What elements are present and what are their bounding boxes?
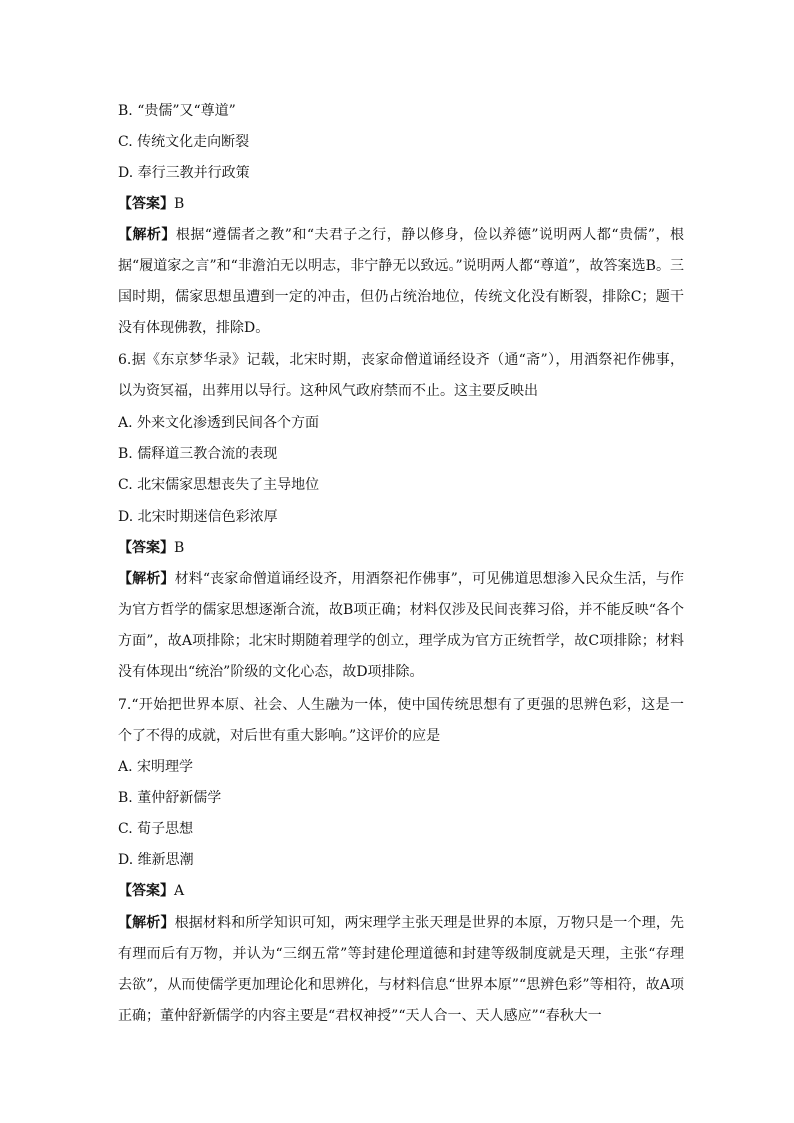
q7-option-b: B. 董仲舒新儒学 — [118, 790, 222, 806]
q5-option-d: D. 奉行三教并行政策 — [118, 165, 250, 181]
q6-answer-value: B — [174, 540, 185, 556]
q7-answer — [118, 881, 684, 901]
q6-option-a: A. 外来文化渗透到民间各个方面 — [118, 415, 320, 431]
q5-analysis-text: 根据“遵儒者之教”和“夫君子之行，静以修身，俭以养德”说明两人都“贵儒”，根据“履道家之言”和“非澹泊无以明志，非宁静无以致远。”说明两人都“尊道”，故答案选B。三国时期，儒家思想虽遭到一定的冲击，但仍占统治地位，传统文化没有断裂，排除C；题干没有体现佛教，排除D。 — [118, 227, 684, 336]
q6-analysis-label: 【解析】 — [118, 571, 175, 587]
q6-option-d: D. 北宋时期迷信色彩浓厚 — [118, 509, 278, 525]
q5-answer-label: 【答案】 — [118, 196, 174, 212]
q7-option-c: C. 荀子思想 — [118, 821, 194, 837]
q7-option-d: D. 维新思潮 — [118, 852, 194, 868]
q7-analysis-label: 【解析】 — [118, 915, 175, 931]
q5-answer — [118, 194, 684, 214]
q5-answer-value: B — [174, 196, 185, 212]
q7-analysis-text: 根据材料和所学知识可知，两宋理学主张天理是世界的本原，万物只是一个理，先有理而后有万物，并认为“三纲五常”等封建伦理道德和封建等级制度就是天理，主张“存理去欲”，从而使儒学更加理论化和思辨化，与材料信息“世界本原”“思辨色彩”等相符，故A项正确；董仲舒新儒学的内容主要是“君权神授”“天人合一、天人感应”“春秋大一 — [118, 915, 685, 1024]
q5-option-c: C. 传统文化走向断裂 — [118, 134, 250, 150]
q7-analysis — [118, 908, 684, 1032]
q6-answer — [118, 538, 684, 558]
q7-option-a: A. 宋明理学 — [118, 759, 194, 775]
q6-option-b: B. 儒释道三教合流的表现 — [118, 446, 278, 462]
q6-analysis — [118, 564, 684, 688]
q6-analysis-text: 材料“丧家命僧道诵经设齐，用酒祭祀作佛事”，可见佛道思想渗入民众生活，与作为官方哲学的儒家思想逐渐合流，故B项正确；材料仅涉及民间丧葬习俗，并不能反映“各个方面”，故A项排除；北宋时期随着理学的创立，理学成为官方正统哲学，故C项排除；材料没有体现出“统治”阶级的文化心态，故D项排除。 — [118, 571, 685, 680]
q6-answer-label: 【答案】 — [118, 540, 174, 556]
q7-stem-text: 7.“开始把世界本原、社会、人生融为一体，使中国传统思想有了更强的思辨色彩，这是一个了不得的成就，对后世有重大影响。”这评价的应是 — [118, 697, 684, 744]
q7-answer-value: A — [174, 883, 185, 899]
q6-option-c: C. 北宋儒家思想丧失了主导地位 — [118, 477, 320, 493]
q5-analysis — [118, 220, 684, 344]
q7-answer-label: 【答案】 — [118, 883, 174, 899]
q6-stem-text: 6.据《东京梦华录》记载，北宋时期，丧家命僧道诵经设齐（通“斋”），用酒祭祀作佛事，以为资冥福，出葬用以导行。这种风气政府禁而不止。这主要反映出 — [118, 352, 684, 399]
q5-analysis-label: 【解析】 — [118, 227, 176, 243]
q5-option-b: B. “贵儒”又“尊道” — [118, 103, 236, 119]
q6-stem — [118, 345, 684, 407]
q7-stem — [118, 690, 684, 752]
